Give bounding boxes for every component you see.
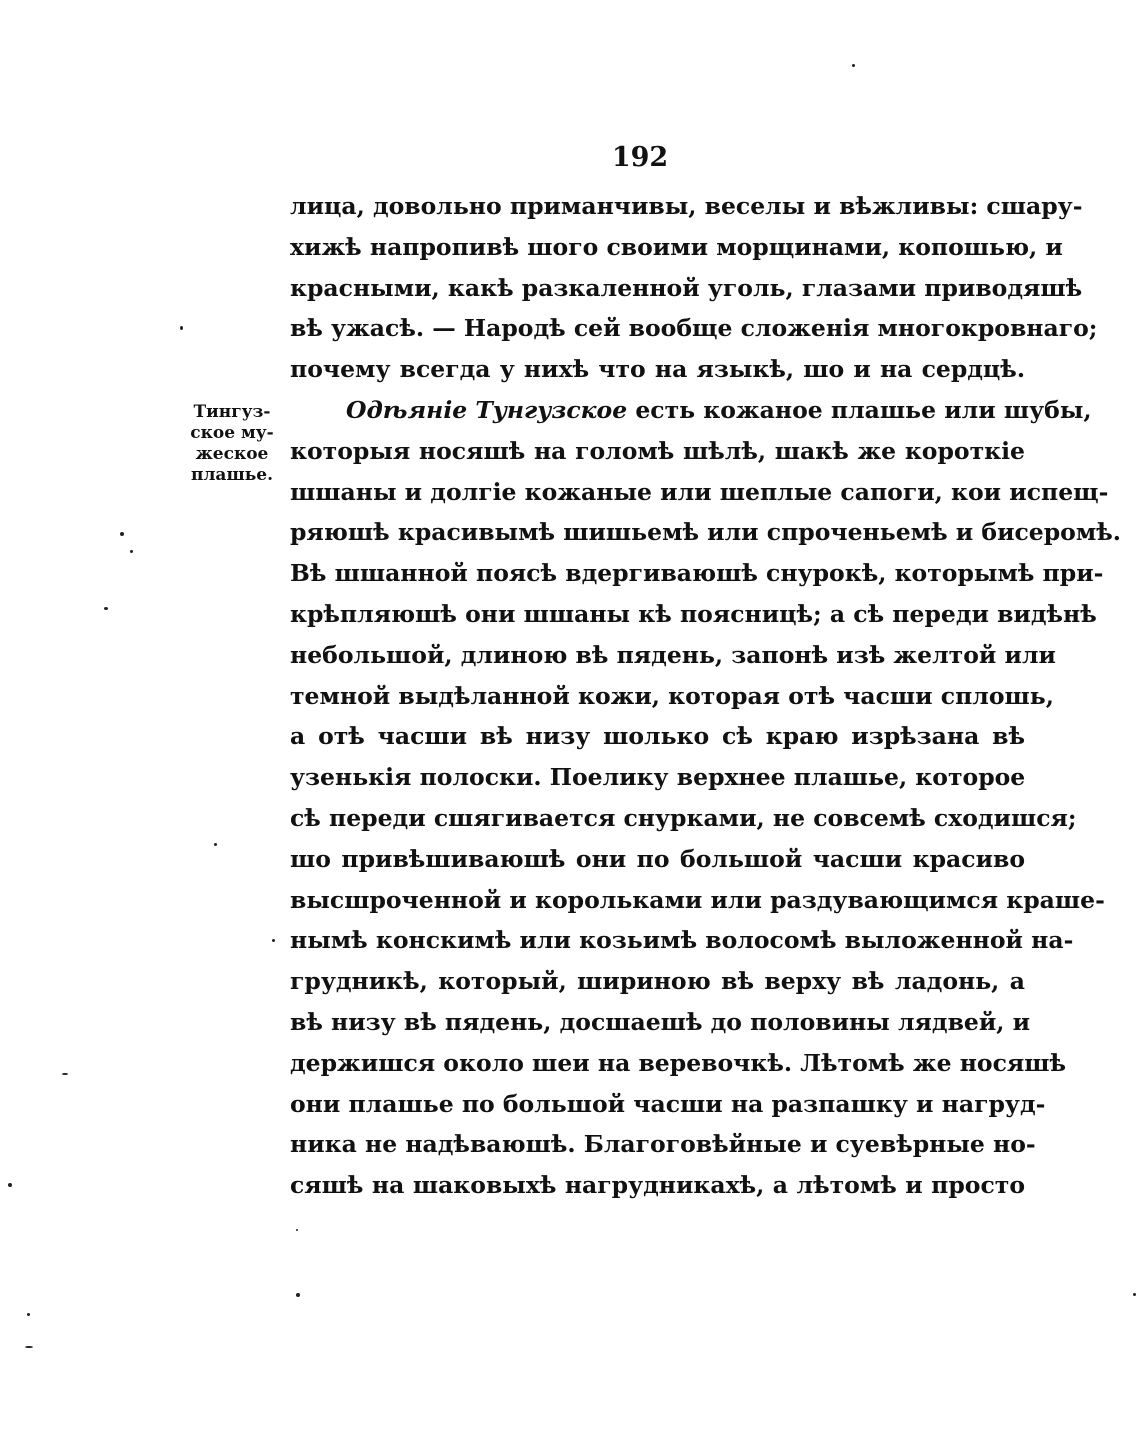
scan-speck (296, 1229, 298, 1231)
text-line: они плашье по большой часши на разпашку и нагруд- (290, 1089, 1046, 1118)
text-line: грудникѣ, который, шириною вѣ верху вѣ ладонь, а (290, 967, 1025, 996)
margin-note-line: жеское (195, 444, 269, 464)
text-line: лица, довольно приманчивы, веселы и вѣжливы: сшару- (290, 192, 1083, 220)
scan-speck (25, 1346, 33, 1348)
text-line: которыя носяшѣ на голомѣ шѣлѣ, шакѣ же короткіе (290, 436, 1025, 465)
margin-note-line: ское му- (190, 423, 274, 443)
scan-speck (62, 1073, 68, 1075)
text-line: а отѣ часши вѣ низу шолько сѣ краю изрѣзана вѣ (290, 722, 1025, 751)
text-line: красными, какѣ разкаленной уголь, глазами приводяшѣ (290, 273, 1083, 302)
text-line: вѣ ужасѣ. — Народѣ сей вообще сложенія многокровнаго; (290, 314, 1098, 343)
text-line: держишся около шеи на веревочкѣ. Лѣтомѣ же носяшѣ (290, 1048, 1067, 1077)
scan-speck (214, 843, 217, 846)
text-line-paragraph-start (290, 390, 1092, 431)
text-line: Вѣ шшанной поясѣ вдергиваюшѣ снурокѣ, которымѣ при- (290, 559, 1104, 588)
text-line-rest: есть кожаное плашье или шубы, (627, 395, 1092, 424)
scan-speck (8, 1183, 12, 1187)
text-line: сяшѣ на шаковыхѣ нагрудникахѣ, а лѣтомѣ и просто (290, 1171, 1025, 1200)
text-line: вѣ низу вѣ пядень, досшаешѣ до половины лядвей, и (290, 1007, 1031, 1036)
scan-speck (27, 1313, 30, 1316)
text-line: шшаны и долгіе кожаные или шеплые сапоги, кои испещ- (290, 477, 1109, 506)
margin-note-line: плашье. (191, 465, 273, 485)
scan-speck (852, 64, 855, 67)
text-line: высшроченной и корольками или раздувающимся краше- (290, 885, 1105, 914)
scan-speck (104, 607, 108, 610)
italic-heading: Одѣяніе Тунгузское (346, 395, 628, 424)
body-text (290, 186, 1121, 1206)
scan-speck (1133, 1293, 1136, 1296)
text-line: ряюшѣ красивымѣ шишьемѣ или спроченьемѣ и бисеромѣ. (290, 518, 1121, 547)
scan-speck (272, 939, 275, 942)
text-line: небольшой, длиною вѣ пядень, запонѣ изѣ желтой или (290, 640, 1056, 669)
text-line: ника не надѣваюшѣ. Благоговѣйные и суевѣрные но- (290, 1130, 1036, 1159)
margin-note (186, 402, 278, 486)
scan-speck (120, 532, 124, 536)
text-line: крѣпляюшѣ они шшаны кѣ поясницѣ; а сѣ переди видѣнѣ (290, 599, 1097, 628)
text-line: темной выдѣланной кожи, которая отѣ часши сплошь, (290, 681, 1054, 710)
text-line: почему всегда у нихѣ что на языкѣ, шо и на сердцѣ. (290, 355, 1025, 384)
scan-speck (296, 1293, 300, 1297)
text-line: сѣ переди сшягивается снурками, не совсемѣ сходишся; (290, 803, 1077, 832)
text-line: нымѣ конскимѣ или козьимѣ волосомѣ выложенной на- (290, 926, 1074, 955)
margin-note-line: Тингуз- (193, 402, 271, 422)
text-line: хижѣ напропивѣ шого своими морщинами, копошью, и (290, 232, 1063, 261)
text-line: узенькія полоски. Поелику верхнее плашье, которое (290, 763, 1026, 792)
page-number: 192 (611, 142, 669, 173)
text-line: шо привѣшиваюшѣ они по большой часши красиво (290, 844, 1025, 873)
scan-speck (130, 550, 133, 553)
scan-speck (180, 326, 183, 330)
